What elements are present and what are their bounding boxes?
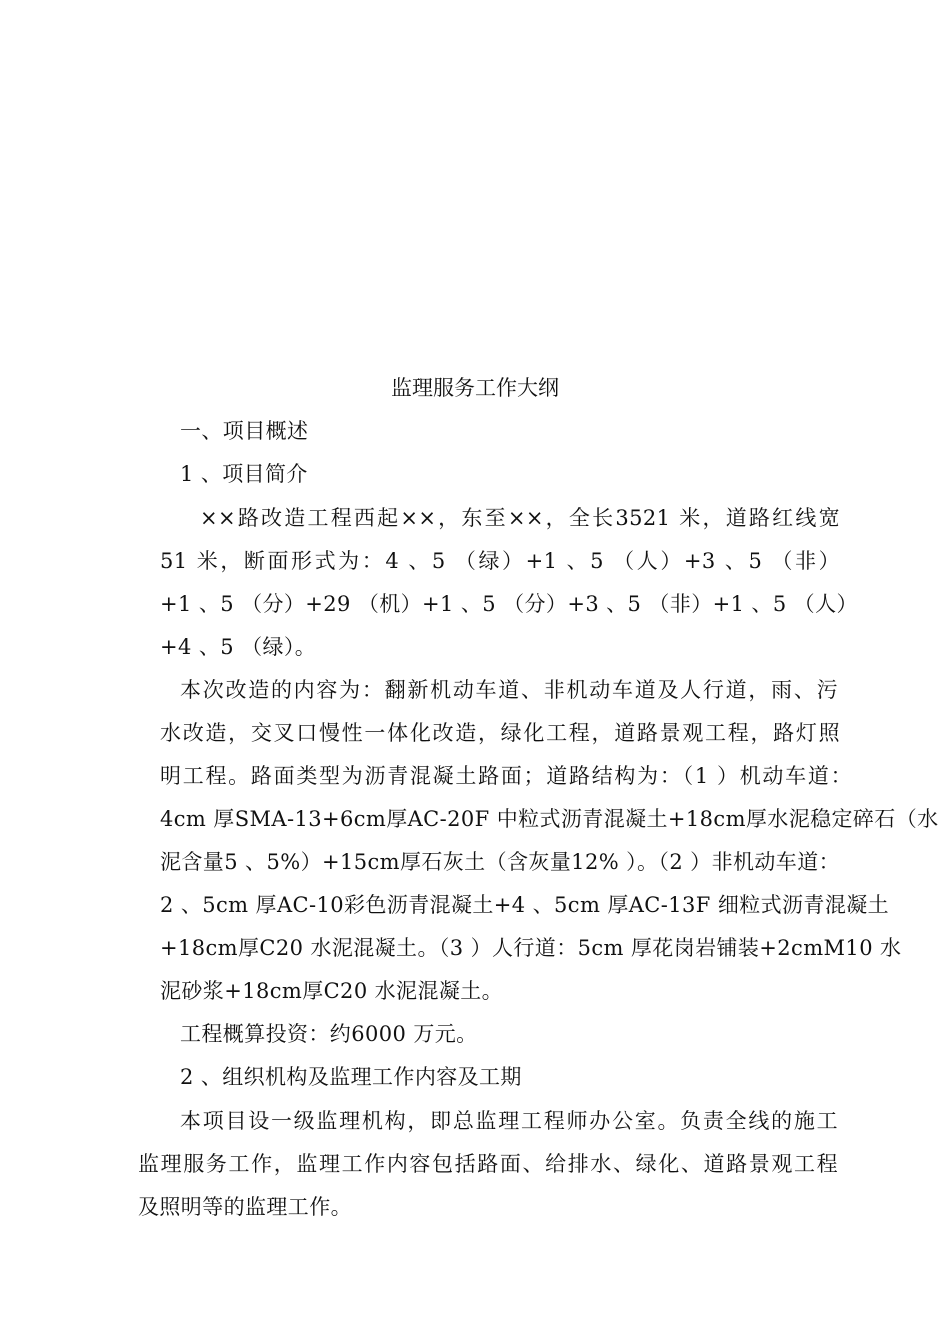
paragraph-line: +1 、5 （分）+29 （机）+1 、5 （分）+3 、5 （非）+1 、5 （人） — [160, 592, 858, 616]
paragraph-line: +4 、5 （绿）。 — [160, 635, 317, 659]
paragraph-line: 2 、5cm 厚AC-10彩色沥青混凝土+4 、5cm 厚AC-13F 细粒式沥青混凝土 — [160, 893, 890, 917]
paragraph-line: 工程概算投资：约6000 万元。 — [180, 1022, 478, 1046]
paragraph-line: ××路改造工程西起××，东至××，全长3521 米，道路红线宽 — [200, 506, 840, 530]
paragraph-line: 水改造，交叉口慢性一体化改造，绿化工程，道路景观工程，路灯照 — [160, 721, 840, 745]
subsection-heading: 1 、项目简介 — [180, 462, 308, 486]
paragraph-line: 明工程。路面类型为沥青混凝土路面；道路结构为：（1 ）机动车道： — [160, 764, 852, 788]
paragraph-line: +18cm厚C20 水泥混凝土。（3 ）人行道：5cm 厚花岗岩铺装+2cmM10 水 — [160, 936, 902, 960]
paragraph-line: 监理服务工作，监理工作内容包括路面、给排水、绿化、道路景观工程 — [138, 1152, 838, 1176]
section-heading: 一、项目概述 — [180, 419, 309, 443]
subsection-heading: 2 、组织机构及监理工作内容及工期 — [180, 1065, 522, 1089]
paragraph-line: 泥砂浆+18cm厚C20 水泥混凝土。 — [160, 979, 504, 1003]
paragraph-line: 4cm 厚SMA-13+6cm厚AC-20F 中粒式沥青混凝土+18cm厚水泥稳定碎石（水 — [160, 807, 939, 831]
paragraph-line: 泥含量5 、5%）+15cm厚石灰土（含灰量12% ）。（2 ）非机动车道： — [160, 850, 840, 874]
paragraph-line: 本项目设一级监理机构，即总监理工程师办公室。负责全线的施工 — [180, 1109, 838, 1133]
paragraph-line: 本次改造的内容为：翻新机动车道、非机动车道及人行道，雨、污 — [180, 678, 838, 702]
paragraph-line: 51 米，断面形式为：4 、5 （绿）+1 、5 （人）+3 、5 （非） — [160, 549, 840, 573]
document-title: 监理服务工作大纲 — [391, 376, 559, 400]
paragraph-line: 及照明等的监理工作。 — [138, 1195, 352, 1219]
